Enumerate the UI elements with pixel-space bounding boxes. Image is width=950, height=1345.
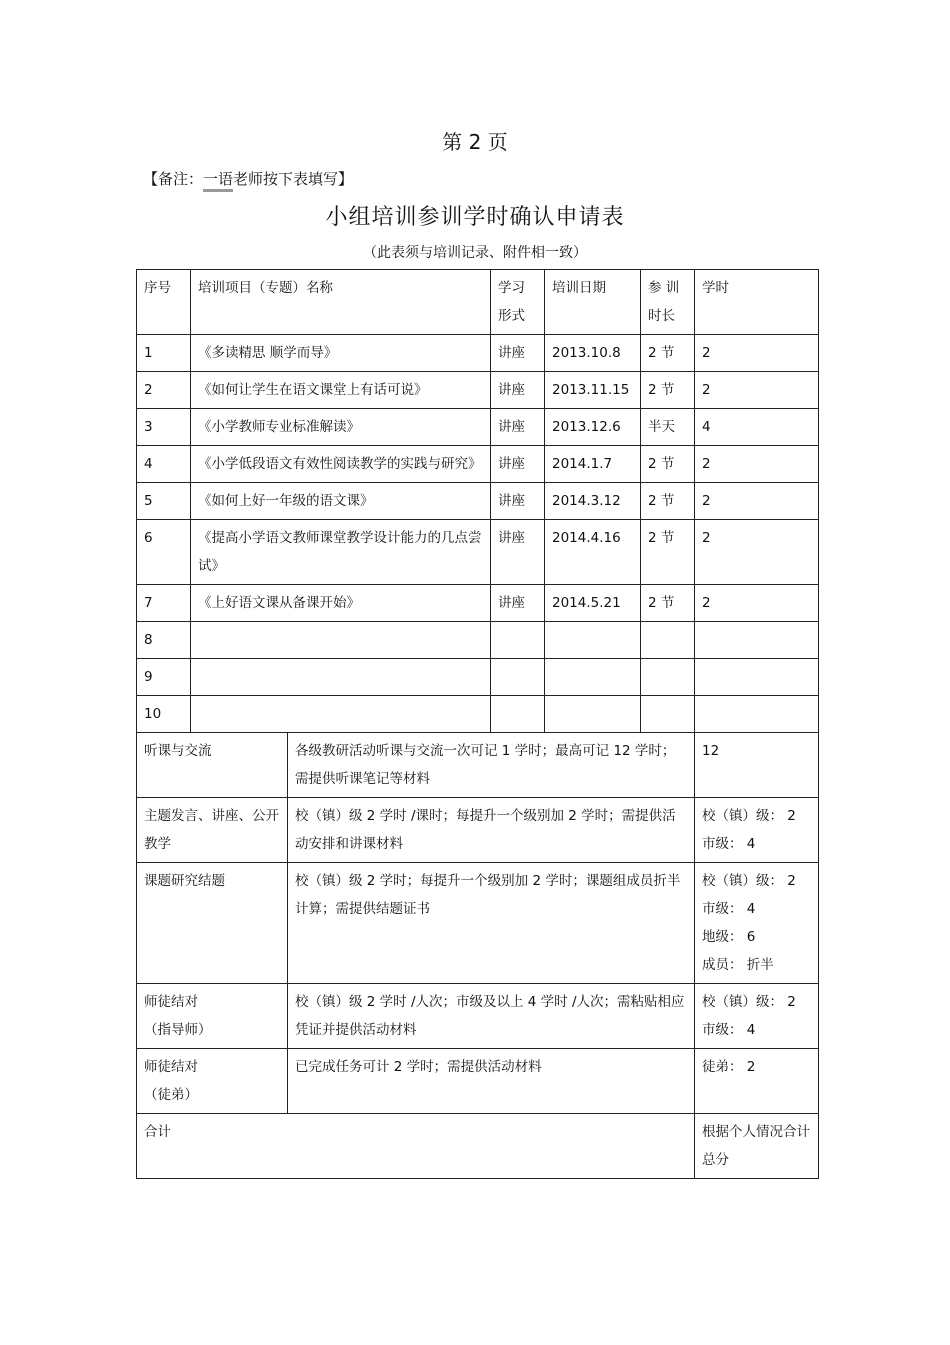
row-hours: 2 (695, 335, 819, 372)
credit-rule-row (137, 798, 819, 863)
row-number: 7 (137, 585, 191, 622)
row-number: 10 (137, 696, 191, 733)
row-project-name (191, 659, 491, 696)
row-date: 2013.12.6 (545, 409, 641, 446)
credit-hours: 12 (695, 733, 819, 798)
row-project-name: 《小学低段语文有效性阅读教学的实践与研究》 (191, 446, 491, 483)
fill-note (143, 168, 353, 189)
row-hours: 2 (695, 585, 819, 622)
row-date: 2014.1.7 (545, 446, 641, 483)
row-project-name (191, 696, 491, 733)
training-row (137, 622, 819, 659)
row-date: 2013.11.15 (545, 372, 641, 409)
credit-rule: 校（镇）级 2 学时 /人次；市级及以上 4 学时 /人次；需粘贴相应凭证并提供活动材料 (288, 984, 695, 1049)
row-duration: 半天 (641, 409, 695, 446)
credit-rule: 校（镇）级 2 学时；每提升一个级别加 2 学时；课题组成员折半计算；需提供结题证书 (288, 863, 695, 984)
page-number: 第 2 页 (442, 130, 508, 154)
credit-hours: 校（镇）级： 2 市级： 4 地级： 6 成员： 折半 (695, 863, 819, 984)
row-number: 8 (137, 622, 191, 659)
row-duration: 2 节 (641, 446, 695, 483)
row-form (491, 659, 545, 696)
row-duration (641, 659, 695, 696)
row-number: 9 (137, 659, 191, 696)
credit-category: 师徒结对 （指导师） (137, 984, 288, 1049)
credit-rule-row (137, 863, 819, 984)
credit-rule: 已完成任务可计 2 学时；需提供活动材料 (288, 1049, 695, 1114)
row-duration: 2 节 (641, 372, 695, 409)
row-number: 1 (137, 335, 191, 372)
credit-hours: 校（镇）级： 2 市级： 4 (695, 798, 819, 863)
credit-category: 听课与交流 (137, 733, 288, 798)
row-project-name: 《上好语文课从备课开始》 (191, 585, 491, 622)
row-hours: 2 (695, 446, 819, 483)
row-form: 讲座 (491, 372, 545, 409)
row-project-name: 《多读精思 顺学而导》 (191, 335, 491, 372)
row-project-name: 《如何让学生在语文课堂上有话可说》 (191, 372, 491, 409)
form-title: 小组培训参训学时确认申请表 (325, 205, 625, 230)
header-date: 培训日期 (545, 270, 641, 335)
training-row (137, 520, 819, 585)
credit-rule-row (137, 1049, 819, 1114)
row-duration: 2 节 (641, 520, 695, 585)
row-date (545, 696, 641, 733)
row-form: 讲座 (491, 335, 545, 372)
row-number: 5 (137, 483, 191, 520)
row-date (545, 659, 641, 696)
row-date (545, 622, 641, 659)
row-duration: 2 节 (641, 483, 695, 520)
row-duration (641, 696, 695, 733)
row-date: 2014.4.16 (545, 520, 641, 585)
row-project-name: 《如何上好一年级的语文课》 (191, 483, 491, 520)
credit-hours: 校（镇）级： 2 市级： 4 (695, 984, 819, 1049)
training-row (137, 372, 819, 409)
training-row (137, 483, 819, 520)
credit-category: 师徒结对 （徒弟） (137, 1049, 288, 1114)
training-row (137, 409, 819, 446)
header-duration: 参 训 时长 (641, 270, 695, 335)
training-row (137, 696, 819, 733)
row-hours (695, 696, 819, 733)
row-duration: 2 节 (641, 585, 695, 622)
header-row (137, 270, 819, 335)
credit-rule-row (137, 984, 819, 1049)
row-hours: 2 (695, 372, 819, 409)
training-hours-table (136, 269, 819, 1179)
header-name: 培训项目（专题）名称 (191, 270, 491, 335)
row-form: 讲座 (491, 520, 545, 585)
credit-rule-row (137, 733, 819, 798)
header-no: 序号 (137, 270, 191, 335)
header-form: 学习 形式 (491, 270, 545, 335)
row-project-name (191, 622, 491, 659)
row-form (491, 696, 545, 733)
row-form: 讲座 (491, 483, 545, 520)
note-suffix: 老师按下表填写】 (233, 170, 354, 188)
training-row (137, 659, 819, 696)
total-row (137, 1114, 819, 1179)
credit-category: 主题发言、讲座、公开教学 (137, 798, 288, 863)
row-number: 6 (137, 520, 191, 585)
credit-rule: 各级教研活动听课与交流一次可记 1 学时；最高可记 12 学时；需提供听课笔记等材料 (288, 733, 695, 798)
row-date: 2013.10.8 (545, 335, 641, 372)
training-row (137, 585, 819, 622)
note-underlined-text: 一语 (203, 170, 234, 188)
total-hours: 根据个人情况合计总分 (695, 1114, 819, 1179)
row-date: 2014.3.12 (545, 483, 641, 520)
row-hours (695, 622, 819, 659)
row-hours: 4 (695, 409, 819, 446)
training-row (137, 335, 819, 372)
row-number: 2 (137, 372, 191, 409)
credit-hours: 徒弟： 2 (695, 1049, 819, 1114)
row-duration (641, 622, 695, 659)
row-project-name: 《小学教师专业标准解读》 (191, 409, 491, 446)
note-prefix: 【备注： (143, 170, 204, 188)
total-label: 合计 (137, 1114, 695, 1179)
credit-category: 课题研究结题 (137, 863, 288, 984)
row-form: 讲座 (491, 409, 545, 446)
credit-rule: 校（镇）级 2 学时 /课时；每提升一个级别加 2 学时；需提供活动安排和讲课材料 (288, 798, 695, 863)
form-subtitle: （此表须与培训记录、附件相一致） (363, 245, 587, 261)
row-date: 2014.5.21 (545, 585, 641, 622)
row-project-name: 《提高小学语文教师课堂教学设计能力的几点尝试》 (191, 520, 491, 585)
header-hours: 学时 (695, 270, 819, 335)
row-form: 讲座 (491, 446, 545, 483)
row-number: 4 (137, 446, 191, 483)
row-hours (695, 659, 819, 696)
row-duration: 2 节 (641, 335, 695, 372)
row-form: 讲座 (491, 585, 545, 622)
row-number: 3 (137, 409, 191, 446)
row-hours: 2 (695, 520, 819, 585)
row-hours: 2 (695, 483, 819, 520)
row-form (491, 622, 545, 659)
training-row (137, 446, 819, 483)
